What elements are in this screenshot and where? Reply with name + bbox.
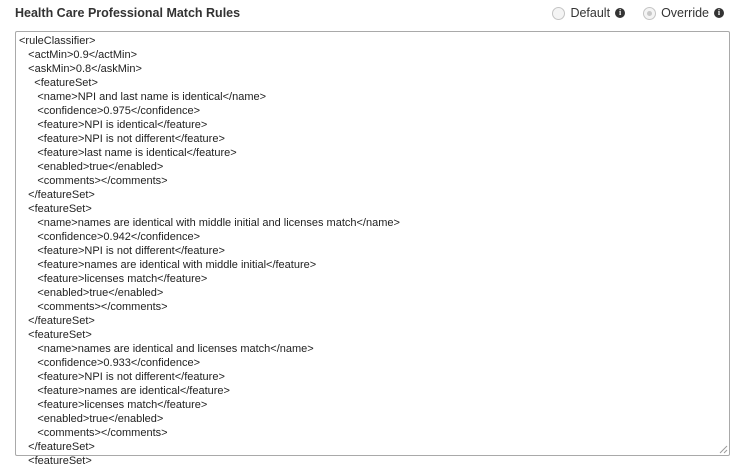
code-line: <ruleClassifier> bbox=[19, 35, 96, 47]
code-line: <feature>NPI is not different</feature> bbox=[19, 245, 225, 257]
code-line: <name>names are identical and licenses match</name> bbox=[19, 343, 314, 355]
code-line: <featureSet> bbox=[19, 77, 98, 89]
code-line: </featureSet> bbox=[19, 315, 95, 327]
mode-options bbox=[534, 6, 724, 20]
code-line: <comments></comments> bbox=[19, 175, 168, 187]
override-radio[interactable] bbox=[643, 7, 656, 20]
code-line: <enabled>true</enabled> bbox=[19, 161, 164, 173]
code-line: <confidence>0.975</confidence> bbox=[19, 105, 201, 117]
code-line: <comments></comments> bbox=[19, 301, 168, 313]
code-line: <name>NPI and last name is identical</name> bbox=[19, 91, 267, 103]
code-line: <featureSet> bbox=[19, 329, 92, 341]
code-line: <actMin>0.9</actMin> bbox=[19, 49, 138, 61]
code-line: <enabled>true</enabled> bbox=[19, 413, 164, 425]
info-icon[interactable]: i bbox=[714, 8, 724, 18]
info-icon[interactable]: i bbox=[615, 8, 625, 18]
code-line: <feature>last name is identical</feature> bbox=[19, 147, 237, 159]
override-option[interactable] bbox=[643, 6, 724, 20]
code-line: <feature>NPI is not different</feature> bbox=[19, 371, 225, 383]
code-line: <comments></comments> bbox=[19, 427, 168, 439]
code-line: <confidence>0.942</confidence> bbox=[19, 231, 201, 243]
code-line: <feature>names are identical</feature> bbox=[19, 385, 230, 397]
code-line: <confidence>0.933</confidence> bbox=[19, 357, 201, 369]
rules-header bbox=[0, 0, 736, 30]
code-line: <name>names are identical with middle initial and licenses match</name> bbox=[19, 217, 400, 229]
code-line: </featureSet> bbox=[19, 441, 95, 453]
override-label: Override bbox=[661, 6, 709, 20]
code-line: <enabled>true</enabled> bbox=[19, 287, 164, 299]
code-line: <featureSet> bbox=[19, 455, 92, 467]
default-label: Default bbox=[570, 6, 611, 20]
code-line: <featureSet> bbox=[19, 203, 92, 215]
xml-content bbox=[16, 32, 729, 468]
default-option[interactable] bbox=[552, 6, 625, 20]
code-line: <feature>NPI is identical</feature> bbox=[19, 119, 208, 131]
code-line: <feature>licenses match</feature> bbox=[19, 399, 208, 411]
code-line: <feature>names are identical with middle initial</feature> bbox=[19, 259, 317, 271]
code-line: </featureSet> bbox=[19, 189, 95, 201]
code-line: <feature>NPI is not different</feature> bbox=[19, 133, 225, 145]
default-radio[interactable] bbox=[552, 7, 565, 20]
code-line: <feature>licenses match</feature> bbox=[19, 273, 208, 285]
section-title: Health Care Professional Match Rules bbox=[15, 6, 241, 20]
resize-grip-icon[interactable] bbox=[719, 445, 728, 454]
rules-xml-textarea[interactable] bbox=[15, 31, 730, 467]
code-line: <askMin>0.8</askMin> bbox=[19, 63, 142, 75]
